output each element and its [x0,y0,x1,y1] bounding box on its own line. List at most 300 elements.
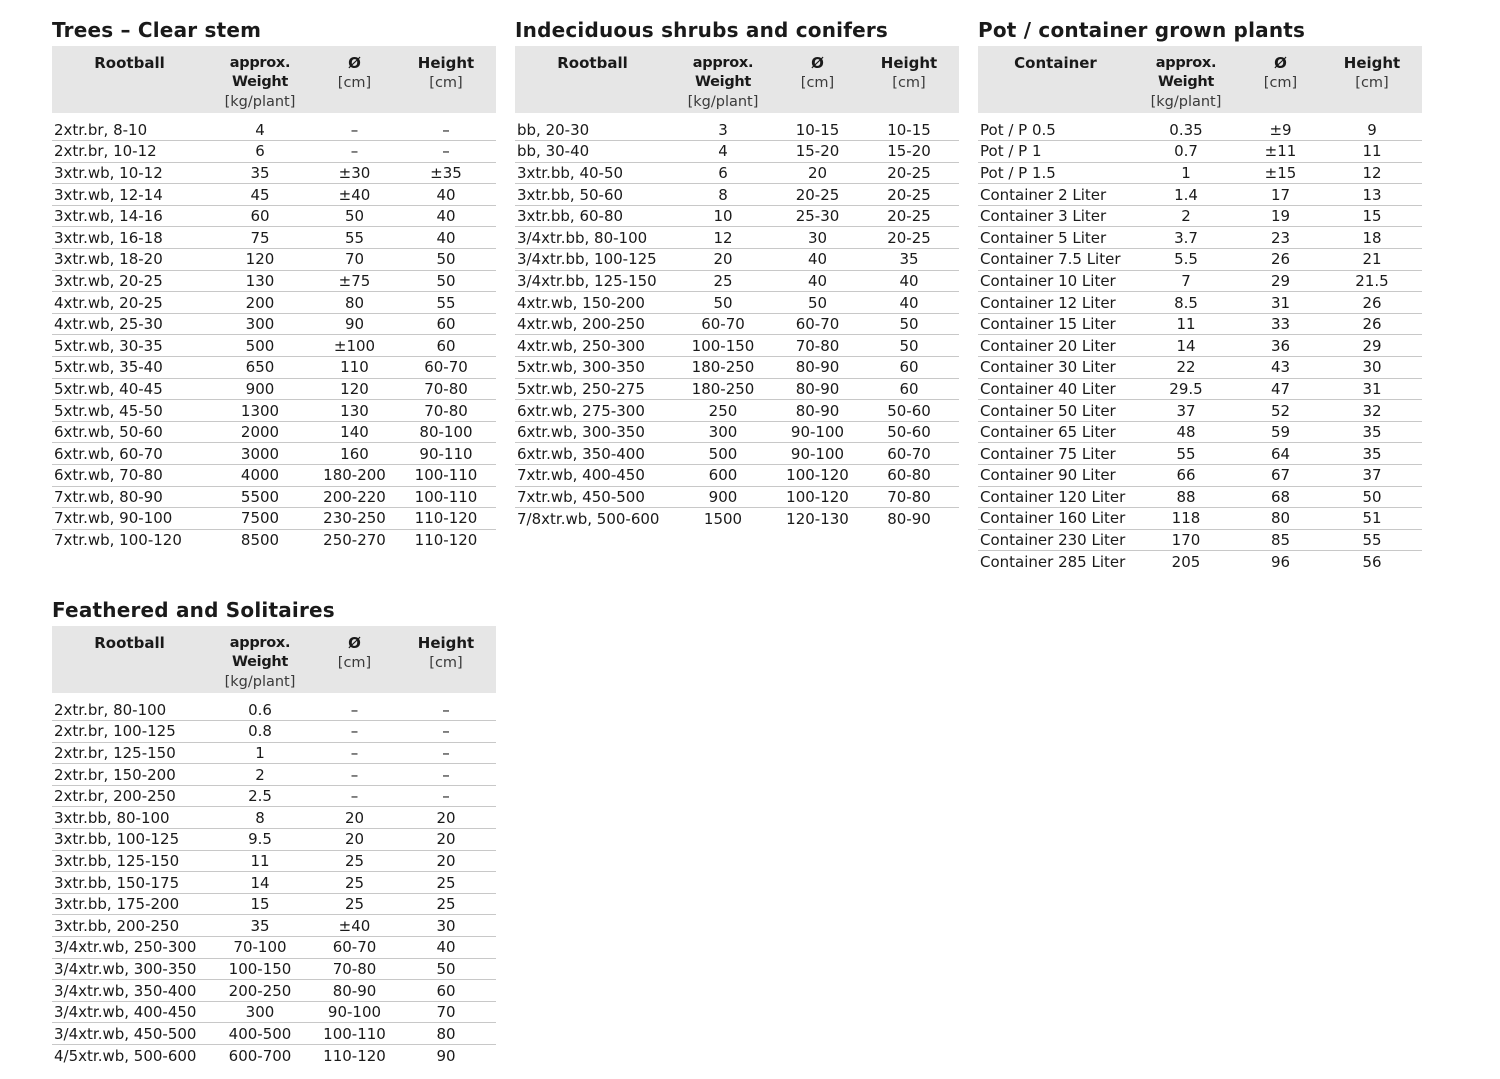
table-cell: – [396,721,496,743]
table-row [515,184,959,206]
column-header: Ø [cm] [337,54,372,91]
table-cell: 5500 [207,486,313,508]
table-row [978,421,1422,443]
table-cell: 120-130 [786,509,849,528]
table-cell: 2xtr.br, 10-12 [52,141,207,163]
table-row [52,850,496,872]
table-cell: 80 [313,292,396,314]
table-row [978,184,1422,206]
table-row [52,292,496,314]
table-row [52,227,496,249]
table-row [52,378,496,400]
table-cell: 6xtr.wb, 70-80 [52,465,207,487]
table-row [52,829,496,851]
table-cell: ±40 [313,184,396,206]
table-cell: ±15 [1239,162,1322,184]
table-row [515,292,959,314]
table-cell: 12 [1322,162,1422,184]
table-row [978,141,1422,163]
column-header: Rootball [94,54,165,72]
table-cell: 29 [1239,270,1322,292]
table-cell: Container 90 Liter [978,465,1133,487]
table-cell: 20-25 [776,184,859,206]
table-cell: 64 [1239,443,1322,465]
table-row [52,508,496,530]
table-cell: 8500 [240,531,280,550]
table-cell: 55 [1322,529,1422,551]
table-cell: 60-70 [859,443,959,465]
table-cell: ±30 [313,162,396,184]
table-row [52,249,496,271]
table-cell: 25 [313,872,396,894]
table-cell: 3xtr.bb, 100-125 [52,829,207,851]
table-cell: 7 [1133,270,1239,292]
table-cell: 20-25 [859,162,959,184]
table-cell: 70-80 [396,378,496,400]
table-cell: 3xtr.bb, 80-100 [52,807,207,829]
table-cell: 55 [396,292,496,314]
table-cell: 3/4xtr.wb, 300-350 [52,958,207,980]
table-cell: 2xtr.br, 125-150 [52,742,207,764]
table-cell: 40 [396,937,496,959]
table-cell: 60 [396,313,496,335]
column-header: Container [1014,54,1097,72]
table-cell: 88 [1133,486,1239,508]
table-cell: 60 [396,335,496,357]
table-row [978,529,1422,551]
table-cell: 20-25 [859,227,959,249]
table-cell: 2xtr.br, 200-250 [52,785,207,807]
table-row [978,162,1422,184]
table-block-pots [978,14,1422,572]
table-row [978,486,1422,508]
table-cell: 55 [1133,443,1239,465]
table-cell: 3xtr.bb, 150-175 [52,872,207,894]
table-cell: 19 [1239,205,1322,227]
table-row [52,421,496,443]
table-cell: Container 75 Liter [978,443,1133,465]
table-cell: 400-500 [207,1023,313,1045]
table-cell: Container 3 Liter [978,205,1133,227]
table-block-shrubs [515,14,959,529]
column-header: approx. Weight [kg/plant] [224,635,296,690]
table-cell: 20 [670,249,776,271]
table-cell: 50 [776,292,859,314]
table-cell: 900 [670,486,776,508]
table-cell: 45 [207,184,313,206]
table-cell: 60 [207,205,313,227]
table-cell: 5xtr.wb, 45-50 [52,400,207,422]
table-cell: 11 [1322,141,1422,163]
table-cell: 30 [1322,357,1422,379]
table-cell: 3/4xtr.wb, 250-300 [52,937,207,959]
table-cell: 80 [1239,508,1322,530]
table-row [978,313,1422,335]
table-cell: Container 20 Liter [978,335,1133,357]
table-row [515,141,959,163]
table-row [978,465,1422,487]
table-cell: 500 [670,443,776,465]
column-header: Rootball [557,54,628,72]
table-row [978,335,1422,357]
table-cell: 4xtr.wb, 250-300 [515,335,670,357]
table-cell: 60 [859,378,959,400]
table-cell: 70-80 [396,400,496,422]
table-cell: 70 [313,249,396,271]
table-cell: – [313,785,396,807]
table-row [515,205,959,227]
table-cell: 6xtr.wb, 350-400 [515,443,670,465]
table-cell: 96 [1270,552,1291,571]
table-row [515,357,959,379]
table-cell: 90 [436,1046,456,1065]
table-cell: 50 [1322,486,1422,508]
table-cell: 80 [396,1023,496,1045]
table-row [515,119,959,141]
table-row [52,915,496,937]
table-cell: 40 [859,292,959,314]
table-cell: 100-110 [313,1023,396,1045]
table-title: Trees – Clear stem [52,18,262,42]
table-row [978,119,1422,141]
table-cell: – [396,742,496,764]
table-cell: – [313,742,396,764]
table-cell: 25 [396,893,496,915]
table-row [515,400,959,422]
table-cell: 20 [313,807,396,829]
table-cell: 140 [313,421,396,443]
table-cell: ±40 [313,915,396,937]
table-row [52,529,496,551]
table-row [978,357,1422,379]
table-cell: Pot / P 0.5 [978,119,1133,141]
table-row [52,980,496,1002]
table-cell: 59 [1239,421,1322,443]
table-cell: – [313,141,396,163]
table-cell: 1500 [703,509,743,528]
table-cell: 300 [670,421,776,443]
table-cell: 4xtr.wb, 20-25 [52,292,207,314]
table-cell: Container 50 Liter [978,400,1133,422]
table-cell: 9 [1322,119,1422,141]
table-cell: 3xtr.bb, 200-250 [52,915,207,937]
table-cell: 8.5 [1133,292,1239,314]
table-cell: 100-110 [396,465,496,487]
table-row [52,162,496,184]
table-cell: Container 65 Liter [978,421,1133,443]
table-cell: 50 [859,313,959,335]
table-cell: 7xtr.wb, 80-90 [52,486,207,508]
table-cell: 8 [207,807,313,829]
table-cell: 32 [1322,400,1422,422]
table-cell: 0.35 [1133,119,1239,141]
table-cell: 25 [670,270,776,292]
table-cell: ±35 [396,162,496,184]
table-cell: 48 [1133,421,1239,443]
table-cell: 80-100 [396,421,496,443]
table-cell: 40 [776,249,859,271]
table-row [515,162,959,184]
data-table [52,46,496,551]
table-cell: 3xtr.bb, 40-50 [515,162,670,184]
table-cell: 70-80 [313,958,396,980]
table-row [52,357,496,379]
table-cell: 35 [1322,421,1422,443]
table-row [978,292,1422,314]
table-cell: 8 [670,184,776,206]
table-cell: 43 [1239,357,1322,379]
table-cell: 180-200 [313,465,396,487]
table-row [515,249,959,271]
table-cell: 250 [670,400,776,422]
table-cell: Container 30 Liter [978,357,1133,379]
column-header: Ø [cm] [337,634,372,671]
column-header: Ø [cm] [1263,54,1298,91]
table-title: Indeciduous shrubs and conifers [515,18,889,42]
table-cell: 26 [1322,292,1422,314]
table-cell: 5xtr.wb, 250-275 [515,378,670,400]
table-cell: 35 [207,915,313,937]
table-block-trees [52,14,496,551]
table-cell: 6xtr.wb, 60-70 [52,443,207,465]
table-cell: 80-90 [776,357,859,379]
table-cell: 2000 [207,421,313,443]
table-cell: Container 160 Liter [978,508,1133,530]
column-header: Height [cm] [417,634,475,671]
table-cell: 50-60 [859,400,959,422]
table-cell: 60-80 [859,465,959,487]
table-cell: 30 [396,915,496,937]
header-row [978,46,1422,113]
table-row [52,699,496,721]
table-cell: 3/4xtr.wb, 450-500 [52,1023,207,1045]
table-cell: 130 [207,270,313,292]
table-cell: 35 [207,162,313,184]
column-header: approx. Weight [kg/plant] [687,55,759,110]
table-row [515,443,959,465]
table-cell: 50 [859,335,959,357]
table-cell: 4000 [207,465,313,487]
table-cell: – [396,699,496,721]
table-cell: 6xtr.wb, 50-60 [52,421,207,443]
table-cell: 7xtr.wb, 400-450 [515,465,670,487]
table-cell: 2.5 [207,785,313,807]
table-cell: 3xtr.wb, 18-20 [52,249,207,271]
table-cell: 4xtr.wb, 200-250 [515,313,670,335]
table-cell: 20 [776,162,859,184]
table-row [978,205,1422,227]
table-cell: 0.8 [207,721,313,743]
table-cell: 3xtr.wb, 12-14 [52,184,207,206]
table-cell: 12 [670,227,776,249]
table-row [52,937,496,959]
table-cell: 33 [1239,313,1322,335]
table-cell: 500 [207,335,313,357]
table-cell: 110-120 [414,531,478,550]
table-cell: 60 [396,980,496,1002]
table-row [52,872,496,894]
table-cell: 22 [1133,357,1239,379]
table-cell: 26 [1322,313,1422,335]
table-cell: Container 5 Liter [978,227,1133,249]
table-cell: 100-110 [396,486,496,508]
table-cell: 300 [207,1001,313,1023]
table-cell: 26 [1239,249,1322,271]
table-cell: ±9 [1239,119,1322,141]
table-row [515,465,959,487]
table-cell: 650 [207,357,313,379]
table-cell: 205 [1171,552,1201,571]
table-cell: – [313,764,396,786]
column-header: Ø [cm] [800,54,835,91]
table-cell: 37 [1133,400,1239,422]
table-cell: 3xtr.bb, 60-80 [515,205,670,227]
table-cell: Container 40 Liter [978,378,1133,400]
table-block-feathered [52,594,496,1066]
table-cell: 1 [1133,162,1239,184]
column-header: Height [cm] [880,54,938,91]
table-cell: 120 [313,378,396,400]
table-cell: 7xtr.wb, 100-120 [54,531,182,550]
table-cell: 55 [313,227,396,249]
table-cell: 2xtr.br, 8-10 [52,119,207,141]
table-cell: 50 [396,249,496,271]
table-row [978,270,1422,292]
table-cell: 35 [1322,443,1422,465]
table-cell: 37 [1322,465,1422,487]
table-cell: Container 120 Liter [978,486,1133,508]
table-row [52,742,496,764]
table-cell: 2xtr.br, 150-200 [52,764,207,786]
table-cell: 100-120 [776,465,859,487]
table-cell: 180-250 [670,378,776,400]
table-cell: 80-90 [776,400,859,422]
table-cell: 200-250 [207,980,313,1002]
column-header: Rootball [94,634,165,652]
table-cell: 31 [1322,378,1422,400]
table-cell: – [396,764,496,786]
table-row [978,400,1422,422]
table-cell: 56 [1362,552,1382,571]
table-row [52,486,496,508]
table-cell: 0.6 [207,699,313,721]
table-cell: Container 12 Liter [978,292,1133,314]
table-cell: 3/4xtr.bb, 125-150 [515,270,670,292]
table-cell: 600 [670,465,776,487]
table-cell: 3xtr.bb, 175-200 [52,893,207,915]
table-cell: 4 [207,119,313,141]
table-cell: bb, 20-30 [515,119,670,141]
table-cell: 7500 [207,508,313,530]
table-row [52,764,496,786]
table-cell: ±11 [1239,141,1322,163]
table-cell: 3/4xtr.bb, 80-100 [515,227,670,249]
table-cell: 3xtr.wb, 20-25 [52,270,207,292]
table-cell: 80-90 [313,980,396,1002]
table-cell: 51 [1322,508,1422,530]
table-cell: – [396,785,496,807]
table-cell: 14 [1133,335,1239,357]
table-cell: 170 [1133,529,1239,551]
table-cell: 7/8xtr.wb, 500-600 [517,509,660,528]
table-cell: 47 [1239,378,1322,400]
table-row [52,119,496,141]
table-cell: 15 [207,893,313,915]
table-row [515,270,959,292]
table-cell: 5xtr.wb, 35-40 [52,357,207,379]
table-cell: 10 [670,205,776,227]
table-row [52,184,496,206]
table-cell: 5xtr.wb, 40-45 [52,378,207,400]
table-cell: 1 [207,742,313,764]
table-cell: 180-250 [670,357,776,379]
table-cell: Pot / P 1.5 [978,162,1133,184]
table-cell: Container 285 Liter [980,552,1126,571]
table-cell: 20 [313,829,396,851]
table-cell: 5xtr.wb, 300-350 [515,357,670,379]
table-cell: 4 [670,141,776,163]
table-cell: 2xtr.br, 80-100 [52,699,207,721]
table-cell: 90-110 [396,443,496,465]
table-title: Pot / container grown plants [978,18,1306,42]
table-cell: 3xtr.wb, 10-12 [52,162,207,184]
table-cell: 200-220 [313,486,396,508]
table-cell: 2 [207,764,313,786]
table-row [978,443,1422,465]
table-cell: 3000 [207,443,313,465]
table-cell: 120 [207,249,313,271]
table-cell: 68 [1239,486,1322,508]
table-cell: 14 [207,872,313,894]
table-cell: Container 230 Liter [978,529,1133,551]
table-cell: 5xtr.wb, 30-35 [52,335,207,357]
table-cell: 60-70 [776,313,859,335]
header-row [52,626,496,693]
table-cell: – [396,119,496,141]
table-row [515,508,959,530]
table-cell: 50 [396,270,496,292]
table-cell: 160 [313,443,396,465]
table-row [52,313,496,335]
table-cell: 20-25 [859,184,959,206]
table-row [515,335,959,357]
table-cell: 1.4 [1133,184,1239,206]
table-cell: 300 [207,313,313,335]
column-header: Height [cm] [1343,54,1401,91]
table-row [978,227,1422,249]
table-cell: 66 [1133,465,1239,487]
table-cell: 10-15 [776,119,859,141]
header-row [52,46,496,113]
table-cell: 90-100 [776,443,859,465]
table-row [52,270,496,292]
table-cell: Container 2 Liter [978,184,1133,206]
table-cell: 17 [1239,184,1322,206]
table-cell: 20 [396,850,496,872]
table-row [515,378,959,400]
table-cell: 3xtr.bb, 50-60 [515,184,670,206]
table-cell: 900 [207,378,313,400]
table-row [52,785,496,807]
table-cell: – [313,119,396,141]
table-cell: 200 [207,292,313,314]
table-cell: 3/4xtr.wb, 350-400 [52,980,207,1002]
table-cell: 25 [313,850,396,872]
table-cell: 3/4xtr.wb, 400-450 [52,1001,207,1023]
table-cell: 3 [670,119,776,141]
table-cell: 23 [1239,227,1322,249]
table-cell: – [313,721,396,743]
